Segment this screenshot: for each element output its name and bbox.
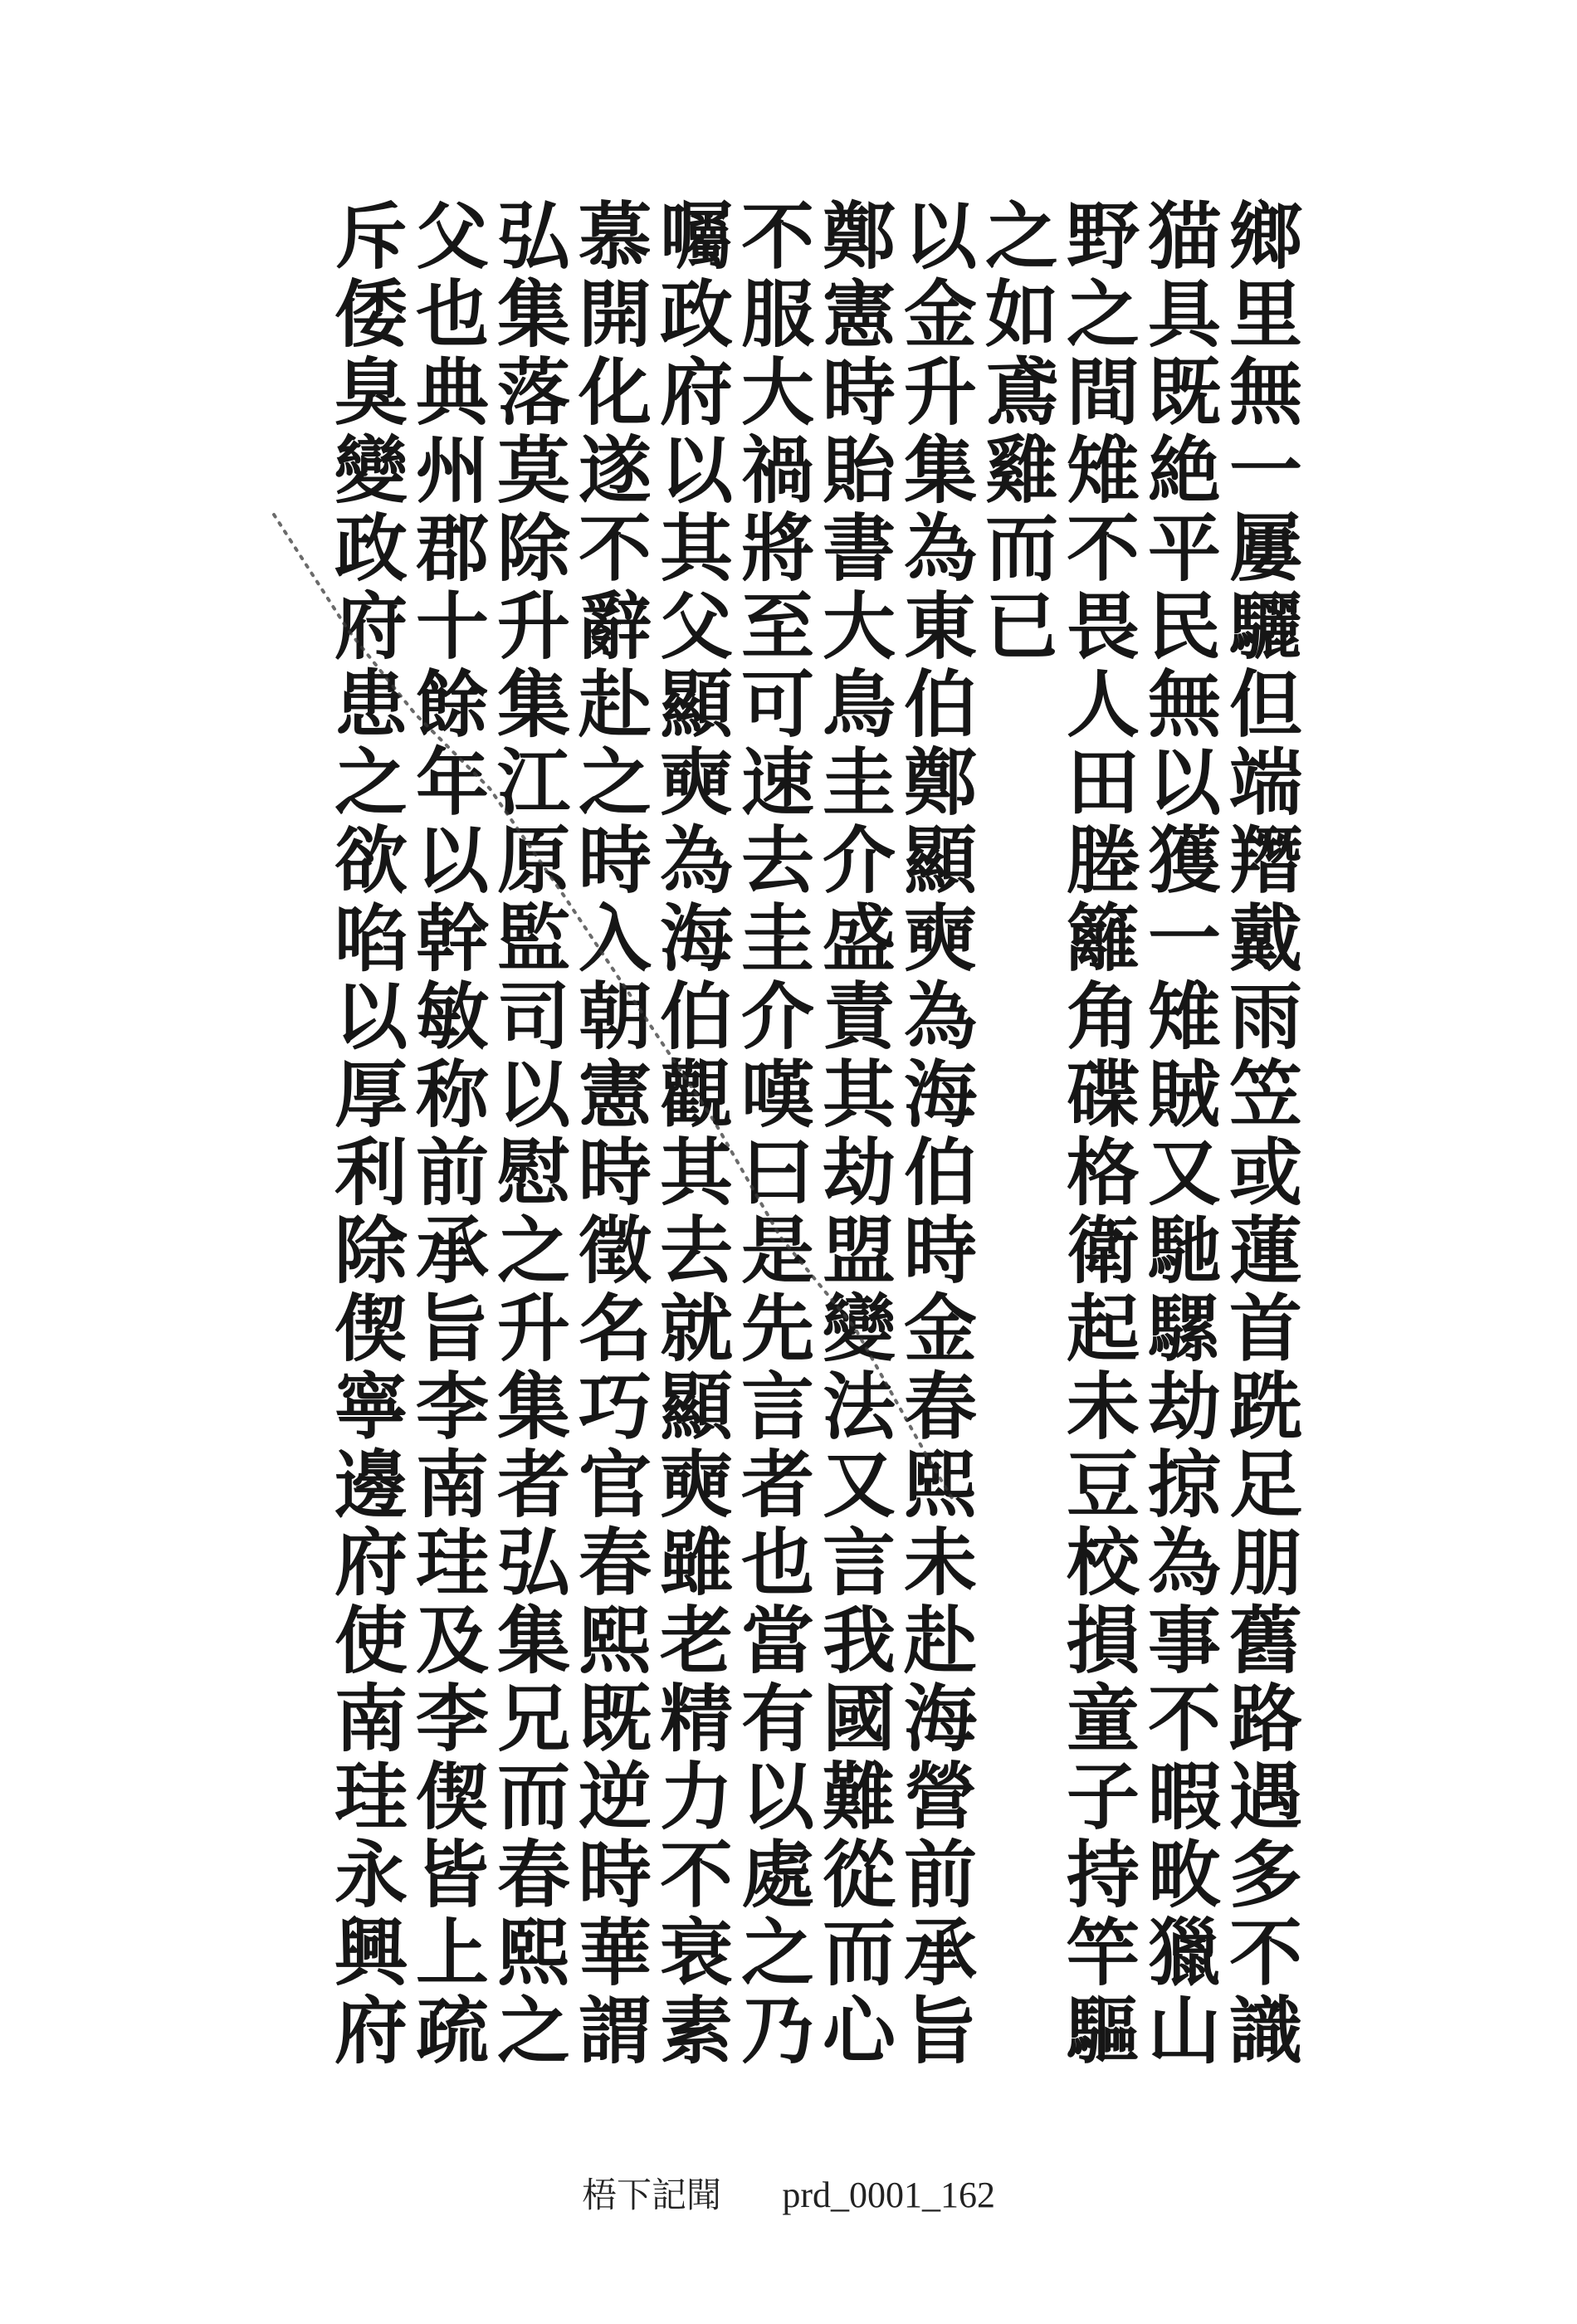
column-text: 鄭憲時貽書大鳥圭介盛責其劫盟變法又言我國難從而心 (811, 198, 897, 2070)
text-column-5 (892, 198, 979, 2070)
text-column-4 (974, 198, 1060, 1816)
column-text: 父也典州郡十餘年以幹敏称前承旨李南珪及李偰皆上疏 (404, 198, 491, 2070)
text-column-6 (811, 198, 897, 2070)
text-column-12 (323, 198, 409, 2070)
text-column-10 (486, 198, 572, 2070)
text-column-9 (567, 198, 653, 2070)
column-text: 慕開化遂不辭赴之時入朝憲時徵名巧官春熙既逆時華謂 (567, 198, 653, 2070)
text-column-2 (1136, 198, 1223, 2070)
column-text: 囑政府以其父顯奭為海伯觀其去就顯奭雖老精力不衰素 (648, 198, 735, 2070)
book-title: 梧下記聞 (581, 2175, 721, 2215)
column-text: 鄉里無一屢驪但端䍼戴雨笠或蓮首跣足朋舊路遇多不識 (1218, 198, 1304, 2070)
manuscript-text-block (222, 198, 1304, 2070)
column-text: 野之間雉不畏人田塍籬角碟格衛起未豆校損童子持竿驅 (1055, 198, 1141, 2070)
text-column-11 (404, 198, 491, 2070)
page-footer (0, 2168, 1577, 2218)
column-text: 之如鳶雞而已 (974, 198, 1060, 666)
column-text: 弘集落莫除升集江原監司以慰之升集者弘集兄而春熙之 (486, 198, 572, 2070)
page-identifier: prd_0001_162 (782, 2175, 996, 2215)
column-text: 斥倭臭變政府患之欲啗以厚利除偰寧邊府使南珪永興府 (323, 198, 409, 2070)
text-column-7 (730, 198, 816, 2070)
text-column-1 (1218, 198, 1304, 2070)
text-column-3 (1055, 198, 1141, 2070)
column-text: 猫具既絶平民無以獲一雉賊又馳騾劫掠為事不暇畋獵山 (1136, 198, 1223, 2070)
text-column-8 (648, 198, 735, 2070)
column-text: 以金升集為東伯鄭顯奭為海伯時金春熙未赴海營前承旨 (892, 198, 979, 2070)
column-text: 不服大禍將至可速去圭介嘆曰是先言者也當有以處之乃 (730, 198, 816, 2070)
